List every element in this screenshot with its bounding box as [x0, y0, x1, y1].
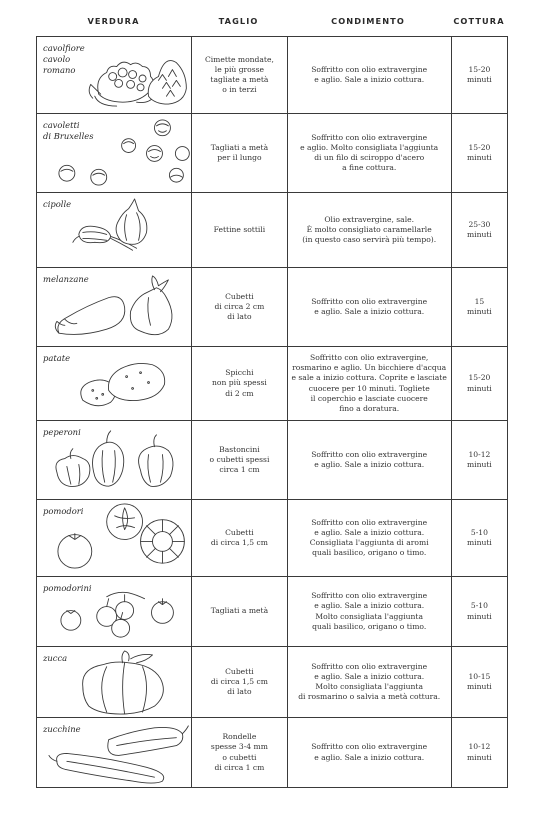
table-row	[37, 193, 508, 268]
time-text: 15 minuti	[466, 296, 492, 316]
cut-cell	[192, 114, 287, 193]
dressing-text: Soffritto con olio extravergine, rosmarino e aglio. Un bicchiere d'acqua e sale a inizio cottura. Coprite e lasciate cuocere per 10 minuti. Togliete il coperchio e lasciate cuocere fino a doratura.	[291, 352, 447, 413]
vegetable-cell	[37, 421, 192, 500]
time-text: 10-15 minuti	[466, 671, 492, 691]
vegetable-cell	[37, 114, 192, 193]
cut-cell	[192, 193, 287, 268]
vegetable-cell	[37, 268, 192, 347]
vegetable-table	[36, 36, 508, 788]
dressing-text: Soffritto con olio extravergine e aglio. Sale a inizio cottura. Molto consigliata l'aggiunta quali basilico, origano o timo.	[311, 591, 428, 631]
vegetable-name: zucca	[43, 653, 68, 663]
vegetable-cell	[37, 647, 192, 718]
cut-cell	[192, 577, 287, 647]
vegetable-name: pomodorini	[43, 583, 92, 593]
cut-text: Cubetti di circa 2 cm di lato	[214, 291, 265, 322]
vegetable-name: zucchine	[43, 724, 81, 734]
vegetable-cell	[37, 37, 192, 114]
time-cell	[451, 718, 507, 788]
table-row	[37, 647, 508, 718]
dressing-cell	[287, 193, 451, 268]
time-cell	[451, 114, 507, 193]
time-text: 10-12 minuti	[466, 742, 492, 762]
vegetable-cell	[37, 500, 192, 577]
cut-cell	[192, 647, 287, 718]
cut-text: Tagliati a metà	[210, 606, 269, 616]
vegetable-cell	[37, 718, 192, 788]
dressing-cell	[287, 268, 451, 347]
dressing-text: Soffritto con olio extravergine e aglio. Sale a inizio cottura.	[311, 64, 428, 84]
table-row	[37, 577, 508, 647]
table-row	[37, 268, 508, 347]
table-row	[37, 114, 508, 193]
table-row	[37, 421, 508, 500]
time-cell	[451, 268, 507, 347]
time-text: 25-30 minuti	[466, 219, 492, 239]
dressing-cell	[287, 718, 451, 788]
time-text: 15-20 minuti	[466, 142, 492, 162]
dressing-cell	[287, 421, 451, 500]
dressing-text: Soffritto con olio extravergine e aglio. Sale a inizio cottura. Molto consigliata l'aggiunta di rosmarino o salvia a metà cottura.	[298, 661, 441, 702]
vegetable-cell	[37, 347, 192, 421]
table-row	[37, 718, 508, 788]
cut-text: Tagliati a metà per il lungo	[210, 142, 269, 162]
vegetable-name: cipolle	[43, 199, 72, 209]
dressing-text: Soffritto con olio extravergine e aglio. Sale a inizio cottura.	[311, 296, 428, 316]
cut-text: Rondelle spesse 3-4 mm o cubetti di circa 1 cm	[210, 732, 268, 772]
table-row	[37, 500, 508, 577]
dressing-cell	[287, 577, 451, 647]
table-header-row	[36, 14, 508, 34]
vegetable-name: cavolfiore cavolo romano	[43, 43, 85, 75]
dressing-text: Soffritto con olio extravergine e aglio. Molto consigliata l'aggiunta di un filo di sciroppo d'acero a fine cottura.	[300, 132, 439, 173]
time-text: 5-10 minuti	[466, 601, 492, 621]
time-cell	[451, 347, 507, 421]
vegetable-name: cavoletti di Bruxelles	[43, 120, 94, 141]
table-row	[37, 347, 508, 421]
dressing-cell	[287, 114, 451, 193]
vegetable-cell	[37, 577, 192, 647]
dressing-cell	[287, 347, 451, 421]
table-row	[37, 37, 508, 114]
dressing-text: Soffritto con olio extravergine e aglio. Sale a inizio cottura. Consigliata l'aggiunta di aromi quali basilico, origano o timo.	[309, 517, 429, 558]
cut-cell	[192, 37, 287, 114]
header-condimento: CONDIMENTO	[331, 16, 405, 26]
time-cell	[451, 577, 507, 647]
time-cell	[451, 500, 507, 577]
dressing-text: Soffritto con olio extravergine e aglio. Sale a inizio cottura.	[311, 742, 428, 762]
dressing-cell	[287, 37, 451, 114]
cut-text: Cimette mondate, le più grosse tagliate a metà o in terzi	[204, 54, 274, 95]
cut-cell	[192, 268, 287, 347]
cut-text: Cubetti di circa 1,5 cm	[210, 527, 268, 547]
dressing-cell	[287, 647, 451, 718]
vegetable-name: peperoni	[43, 427, 81, 437]
dressing-text: Soffritto con olio extravergine e aglio. Sale a inizio cottura.	[311, 449, 428, 469]
cut-cell	[192, 718, 287, 788]
vegetable-name: patate	[43, 353, 71, 363]
header-cottura: COTTURA	[453, 16, 505, 26]
time-cell	[451, 37, 507, 114]
cut-text: Fettine sottili	[213, 224, 266, 234]
header-verdura: VERDURA	[87, 16, 140, 26]
cut-cell	[192, 421, 287, 500]
dressing-text: Olio extravergine, sale. È molto consigliato caramellarle (in questo caso servirà più tempo).	[302, 214, 437, 245]
time-cell	[451, 647, 507, 718]
time-text: 5-10 minuti	[466, 527, 492, 547]
cut-cell	[192, 500, 287, 577]
cut-cell	[192, 347, 287, 421]
vegetable-name: pomodori	[43, 506, 84, 516]
cut-text: Cubetti di circa 1,5 cm di lato	[210, 666, 268, 697]
time-cell	[451, 193, 507, 268]
time-text: 15-20 minuti	[466, 64, 492, 84]
time-cell	[451, 421, 507, 500]
vegetable-name: melanzane	[43, 274, 89, 284]
time-text: 10-12 minuti	[466, 449, 492, 469]
cut-text: Spicchi non più spessi di 2 cm	[212, 368, 267, 398]
vegetable-cell	[37, 193, 192, 268]
dressing-cell	[287, 500, 451, 577]
cut-text: Bastoncini o cubetti spessi circa 1 cm	[209, 444, 270, 475]
header-taglio: TAGLIO	[218, 16, 259, 26]
time-text: 15-20 minuti	[466, 373, 492, 393]
